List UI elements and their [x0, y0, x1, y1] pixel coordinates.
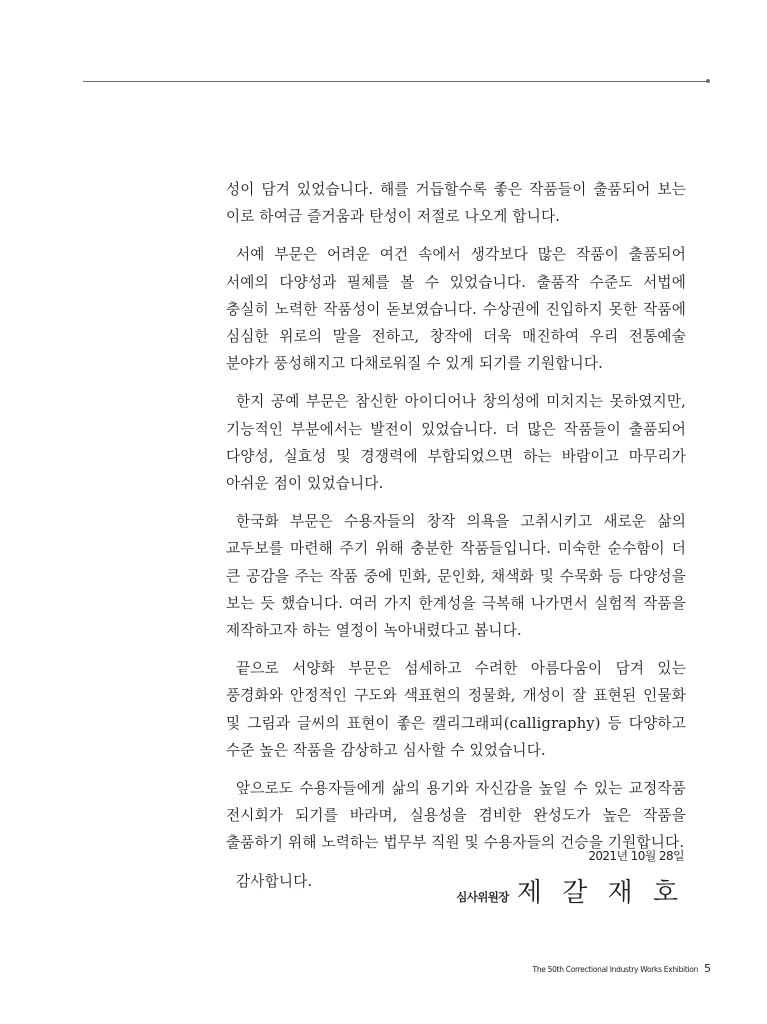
letter-date: 2021년 10월 28일: [588, 849, 684, 863]
paragraph-7: 감사합니다.: [236, 872, 313, 890]
letter-body: [226, 176, 686, 906]
paragraph-5: 끝으로 서양화 부문은 섬세하고 수려한 아름다움이 담겨 있는 풍경화와 안정적인 구도와 색표현의 정물화, 개성이 잘 표현된 인물화 및 그림과 글씨의 표현이 좋은 캘리그래피(calligraphy) 등 다양하고 수준 높은 작품을 감상하고 심사할 수 있었습니다.: [226, 660, 686, 759]
paragraph-6: 앞으로도 수용자들에게 삶의 용기와 자신감을 높일 수 있는 교정작품 전시회가 되기를 바라며, 실용성을 겸비한 완성도가 높은 작품을 출품하기 위해 노력하는 법무부 직원 및 수용자들의 건승을 기원합니다.: [226, 780, 686, 852]
footer-title: The 50th Correctional Industry Works Exhibition: [532, 965, 698, 974]
header-rule-dot: [706, 79, 710, 83]
page-footer: [533, 962, 711, 975]
paragraph-3: 한지 공예 부문은 참신한 아이디어나 창의성에 미치지는 못하였지만, 기능적인 부분에서는 발전이 있었습니다. 더 많은 작품들이 출품되어 다양성, 실효성 및 경쟁력에 부합되었으면 하는 바람이고 마무리가 아쉬운 점이 있었습니다.: [226, 393, 686, 493]
page-number: 5: [704, 962, 711, 975]
signature-title: 심사위원장: [456, 890, 509, 904]
signature-block: [456, 872, 684, 909]
paragraph-2: 서예 부문은 어려운 여건 속에서 생각보다 많은 작품이 출품되어 서예의 다양성과 필체를 볼 수 있었습니다. 출품작 수준도 서법에 충실히 노력한 작품성이 돋보였습니다. 수상권에 진입하지 못한 작품에 심심한 위로의 말을 전하고, 창작에 더욱 매진하여 우리 전통예술 분야가 풍성해지고 다채로워질 수 있게 되기를 기원합니다.: [226, 246, 686, 373]
header-rule: [83, 81, 707, 82]
signature-name: 제 갈 재 호: [516, 878, 684, 908]
paragraph-1: 성이 담겨 있었습니다. 해를 거듭할수록 좋은 작품들이 출품되어 보는 이로 하여금 즐거움과 탄성이 저절로 나오게 합니다.: [226, 181, 686, 226]
paragraph-4: 한국화 부문은 수용자들의 창작 의욕을 고취시키고 새로운 삶의 교두보를 마련해 주기 위해 충분한 작품들입니다. 미숙한 순수함이 더 큰 공감을 주는 작품 중에 민화, 문인화, 채색화 및 수묵화 등 다양성을 보는 듯 했습니다. 여러 가지 한계성을 극복해 나가면서 실험적 작품을 제작하고자 하는 열정이 녹아내렸다고 봅니다.: [226, 513, 686, 640]
